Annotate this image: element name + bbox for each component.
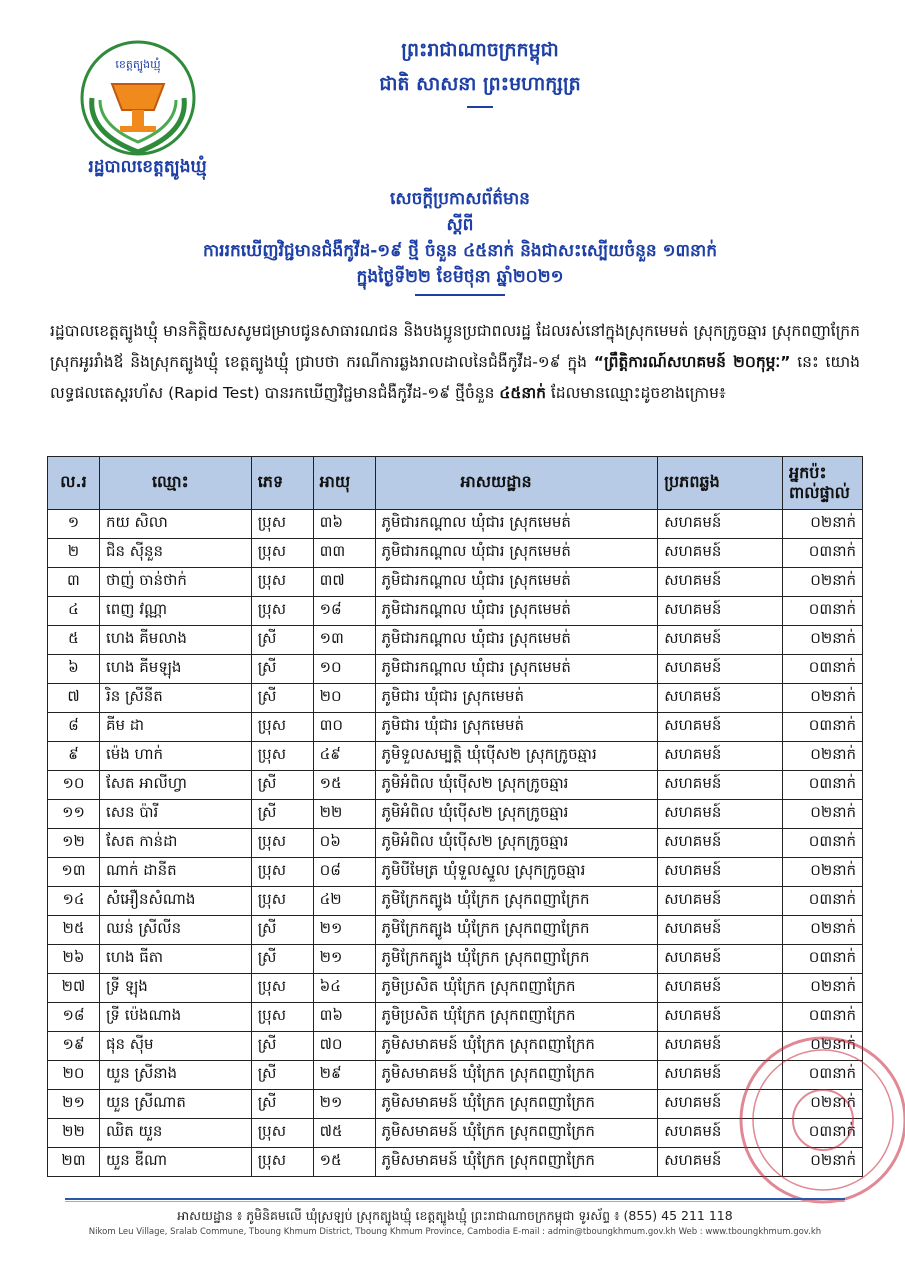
official-seal-stamp xyxy=(728,1025,905,1215)
table-row xyxy=(48,713,863,742)
row-age: ៤៩ xyxy=(313,742,375,771)
row-number: ៧ xyxy=(48,684,100,713)
title-line-2: ស្តីពី xyxy=(446,215,474,235)
row-name: ជិន ស៊ីនួន xyxy=(99,539,251,568)
row-address: ភូមិសមាគមន៍ ឃុំក្រែក ស្រុកពញាក្រែក xyxy=(375,1061,658,1090)
table-row xyxy=(48,510,863,539)
table-row xyxy=(48,974,863,1003)
row-sex: ស្រី xyxy=(251,945,313,974)
header-age: អាយុ xyxy=(313,457,375,510)
svg-text:ខេត្តត្បូងឃ្មុំ: ខេត្តត្បូងឃ្មុំ xyxy=(115,58,161,71)
footer-address-kh: អាសយដ្ឋាន ៖ ភូមិនិគមលើ ឃុំស្រឡប់ ស្រុកត្បូងឃ្មុំ ខេត្តត្បូងឃ្មុំ ព្រះរាជាណាចក្រកម្ពុជា ទូរស័ព្ទ ៖ (855) 45 211 118 xyxy=(177,1208,733,1223)
row-address: ភូមិក្រែកត្បូង ឃុំក្រែក ស្រុកពញាក្រែក xyxy=(375,945,658,974)
row-type: សហគមន៍ xyxy=(658,1032,783,1061)
table-row xyxy=(48,887,863,916)
row-age: ២២ xyxy=(313,800,375,829)
announcement-title xyxy=(120,186,800,296)
row-age: ៣៣ xyxy=(313,539,375,568)
row-sex: ប្រុស xyxy=(251,858,313,887)
row-type: សហគមន៍ xyxy=(658,887,783,916)
row-number: ១៣ xyxy=(48,858,100,887)
row-name: យួន ស្រីណាត xyxy=(99,1090,251,1119)
row-contacts: ០៣នាក់ xyxy=(782,771,862,800)
row-type: សហគមន៍ xyxy=(658,510,783,539)
row-name: សែត អាលីហ្វា xyxy=(99,771,251,800)
paragraph-event: “ព្រឹត្តិការណ៍សហគមន៍ ២០កុម្ភៈ” xyxy=(593,353,791,371)
row-contacts: ០២នាក់ xyxy=(782,1090,862,1119)
row-address: ភូមិប្រសិត ឃុំក្រែក ស្រុកពញាក្រែក xyxy=(375,1003,658,1032)
row-name: សំអឿនសំណាង xyxy=(99,887,251,916)
row-contacts: ០២នាក់ xyxy=(782,916,862,945)
row-name: សែត កាន់ដា xyxy=(99,829,251,858)
row-address: ភូមិក្រែកត្បូង ឃុំក្រែក ស្រុកពញាក្រែក xyxy=(375,916,658,945)
row-address: ភូមិទួលសម្បត្តិ ឃុំប៉ើស២ ស្រុកក្រូចឆ្មារ xyxy=(375,742,658,771)
row-type: សហគមន៍ xyxy=(658,916,783,945)
row-contacts: ០៣នាក់ xyxy=(782,1003,862,1032)
table-row xyxy=(48,539,863,568)
national-motto: ជាតិ សាសនា ព្រះមហាក្សត្រ xyxy=(379,73,581,95)
title-line-1: សេចក្តីប្រកាសព័ត៌មាន xyxy=(390,189,530,209)
row-type: សហគមន៍ xyxy=(658,655,783,684)
row-address: ភូមិជារកណ្តាល ឃុំជារ ស្រុកមេមត់ xyxy=(375,510,658,539)
row-sex: ស្រី xyxy=(251,1090,313,1119)
row-contacts: ០២នាក់ xyxy=(782,800,862,829)
row-age: ៣៧ xyxy=(313,568,375,597)
row-name: យួន ស្រីនាង xyxy=(99,1061,251,1090)
row-type: សហគមន៍ xyxy=(658,742,783,771)
row-sex: ស្រី xyxy=(251,771,313,800)
row-name: យួន ឌីណា xyxy=(99,1148,251,1177)
row-number: ២១ xyxy=(48,1090,100,1119)
row-type: សហគមន៍ xyxy=(658,713,783,742)
row-age: ១៣ xyxy=(313,626,375,655)
row-number: ២៦ xyxy=(48,945,100,974)
row-address: ភូមិជារកណ្តាល ឃុំជារ ស្រុកមេមត់ xyxy=(375,539,658,568)
header-contacts-line2: ពាល់ផ្ទាល់ xyxy=(788,483,850,502)
row-name: ហេង ធីតា xyxy=(99,945,251,974)
row-type: សហគមន៍ xyxy=(658,684,783,713)
header-num: ល.រ xyxy=(48,457,100,510)
row-name: ឈិត យួន xyxy=(99,1119,251,1148)
row-age: ២០ xyxy=(313,684,375,713)
row-name: ឈន់ ស្រីលីន xyxy=(99,916,251,945)
row-sex: ប្រុស xyxy=(251,1148,313,1177)
organization-name: រដ្ឋបាលខេត្តត្បូងឃ្មុំ xyxy=(88,157,207,177)
row-contacts: ០៣នាក់ xyxy=(782,539,862,568)
row-number: ១១ xyxy=(48,800,100,829)
row-address: ភូមិអំពិល ឃុំប៉ើស២ ស្រុកក្រូចឆ្មារ xyxy=(375,829,658,858)
table-row xyxy=(48,626,863,655)
announcement-paragraph xyxy=(50,316,860,409)
row-type: សហគមន៍ xyxy=(658,1090,783,1119)
table-row xyxy=(48,597,863,626)
header-name: ឈ្មោះ xyxy=(99,457,251,510)
row-number: ២៣ xyxy=(48,1148,100,1177)
row-number: ៩ xyxy=(48,742,100,771)
table-row xyxy=(48,945,863,974)
row-address: ភូមិជារកណ្តាល ឃុំជារ ស្រុកមេមត់ xyxy=(375,626,658,655)
row-address: ភូមិជារកណ្តាល ឃុំជារ ស្រុកមេមត់ xyxy=(375,597,658,626)
row-sex: ប្រុស xyxy=(251,597,313,626)
row-name: ណាក់ ដានីត xyxy=(99,858,251,887)
row-sex: ប្រុស xyxy=(251,568,313,597)
table-row xyxy=(48,916,863,945)
row-type: សហគមន៍ xyxy=(658,539,783,568)
row-number: ២៧ xyxy=(48,974,100,1003)
row-contacts: ០៣នាក់ xyxy=(782,887,862,916)
kingdom-header xyxy=(300,38,660,108)
row-type: សហគមន៍ xyxy=(658,1119,783,1148)
header-address: អាសយដ្ឋាន xyxy=(375,457,658,510)
row-type: សហគមន៍ xyxy=(658,800,783,829)
row-address: ភូមិសមាគមន៍ ឃុំក្រែក ស្រុកពញាក្រែក xyxy=(375,1032,658,1061)
header-contacts-line1: អ្នកប៉ះ xyxy=(788,463,827,482)
footer-address-en: Nikom Leu Village, Sralab Commune, Tboung Khmum District, Tboung Khmum Province, Cambodia E-mail : admin@tboungkhmum.gov.kh Web : www.tboungkhmum.gov.kh xyxy=(88,1227,822,1237)
row-number: ២០ xyxy=(48,1061,100,1090)
row-contacts: ០២នាក់ xyxy=(782,510,862,539)
province-logo xyxy=(78,38,198,158)
row-contacts: ០២នាក់ xyxy=(782,974,862,1003)
row-age: ៧៥ xyxy=(313,1119,375,1148)
row-number: ១០ xyxy=(48,771,100,800)
row-number: ១ xyxy=(48,510,100,539)
row-age: ៧០ xyxy=(313,1032,375,1061)
row-sex: ប្រុស xyxy=(251,887,313,916)
row-contacts: ០៣នាក់ xyxy=(782,1061,862,1090)
row-sex: ប្រុស xyxy=(251,1003,313,1032)
row-name: ហេង គីមឡុង xyxy=(99,655,251,684)
row-age: ២១ xyxy=(313,945,375,974)
footer-divider xyxy=(65,1198,845,1200)
row-name: សេន ប៉ារី xyxy=(99,800,251,829)
table-row xyxy=(48,655,863,684)
row-type: សហគមន៍ xyxy=(658,568,783,597)
paragraph-part-3: ដែលមានឈ្មោះដូចខាងក្រោម៖ xyxy=(550,384,726,402)
header-type: ប្រភពឆ្លង xyxy=(658,457,783,510)
row-name: ទ្រី ប៉េងណាង xyxy=(99,1003,251,1032)
row-age: ០៦ xyxy=(313,829,375,858)
table-row xyxy=(48,568,863,597)
row-sex: ស្រី xyxy=(251,684,313,713)
row-sex: ស្រី xyxy=(251,1032,313,1061)
row-contacts: ០៣នាក់ xyxy=(782,713,862,742)
row-address: ភូមិជារកណ្តាល ឃុំជារ ស្រុកមេមត់ xyxy=(375,568,658,597)
row-type: សហគមន៍ xyxy=(658,829,783,858)
row-contacts: ០២នាក់ xyxy=(782,684,862,713)
row-sex: ប្រុស xyxy=(251,713,313,742)
row-type: សហគមន៍ xyxy=(658,858,783,887)
paragraph-count: ៤៥នាក់ xyxy=(499,384,546,402)
row-sex: ស្រី xyxy=(251,626,313,655)
row-sex: ប្រុស xyxy=(251,539,313,568)
kingdom-name: ព្រះរាជាណាចក្រកម្ពុជា xyxy=(401,39,559,61)
row-type: សហគមន៍ xyxy=(658,1003,783,1032)
row-age: ៣៦ xyxy=(313,1003,375,1032)
row-contacts: ០៣នាក់ xyxy=(782,597,862,626)
row-contacts: ០៣នាក់ xyxy=(782,945,862,974)
row-number: ១៤ xyxy=(48,887,100,916)
table-row xyxy=(48,742,863,771)
row-age: ១០ xyxy=(313,655,375,684)
row-address: ភូមិសមាគមន៍ ឃុំក្រែក ស្រុកពញាក្រែក xyxy=(375,1090,658,1119)
row-age: ២១ xyxy=(313,1090,375,1119)
row-address: ភូមិក្រែកត្បូង ឃុំក្រែក ស្រុកពញាក្រែក xyxy=(375,887,658,916)
row-number: ១៨ xyxy=(48,1003,100,1032)
row-sex: ស្រី xyxy=(251,916,313,945)
row-number: ២៥ xyxy=(48,916,100,945)
row-contacts: ០២នាក់ xyxy=(782,858,862,887)
row-number: ១៩ xyxy=(48,1032,100,1061)
row-name: រិន ស្រីនីត xyxy=(99,684,251,713)
row-age: ៦៤ xyxy=(313,974,375,1003)
row-type: សហគមន៍ xyxy=(658,945,783,974)
row-contacts: ០៣នាក់ xyxy=(782,655,862,684)
header-contacts xyxy=(782,457,862,510)
row-sex: ស្រី xyxy=(251,655,313,684)
row-name: ទ្រី ឡុង xyxy=(99,974,251,1003)
row-number: ២២ xyxy=(48,1119,100,1148)
table-header-row xyxy=(48,457,863,510)
row-number: ៦ xyxy=(48,655,100,684)
row-sex: ប្រុស xyxy=(251,510,313,539)
row-sex: ប្រុស xyxy=(251,742,313,771)
row-contacts: ០២នាក់ xyxy=(782,742,862,771)
row-type: សហគមន៍ xyxy=(658,597,783,626)
row-sex: ប្រុស xyxy=(251,829,313,858)
row-address: ភូមិបីមែត្រ ឃុំទួលស្នួល ស្រុកក្រូចឆ្មារ xyxy=(375,858,658,887)
row-contacts: ០២នាក់ xyxy=(782,626,862,655)
row-sex: ស្រី xyxy=(251,1061,313,1090)
footer-divider-thin xyxy=(65,1201,845,1202)
row-number: ១២ xyxy=(48,829,100,858)
row-age: ៣៦ xyxy=(313,510,375,539)
row-name: ថាញ់ ចាន់ថាក់ xyxy=(99,568,251,597)
row-address: ភូមិជារ ឃុំជារ ស្រុកមេមត់ xyxy=(375,713,658,742)
row-number: ៨ xyxy=(48,713,100,742)
row-number: ២ xyxy=(48,539,100,568)
row-type: សហគមន៍ xyxy=(658,626,783,655)
row-age: ៣០ xyxy=(313,713,375,742)
row-sex: ប្រុស xyxy=(251,1119,313,1148)
row-type: សហគមន៍ xyxy=(658,771,783,800)
row-age: ២១ xyxy=(313,916,375,945)
row-address: ភូមិសមាគមន៍ ឃុំក្រែក ស្រុកពញាក្រែក xyxy=(375,1148,658,1177)
row-name: ផុន ស៊ីម xyxy=(99,1032,251,1061)
row-type: សហគមន៍ xyxy=(658,1061,783,1090)
row-sex: ស្រី xyxy=(251,800,313,829)
row-name: ពេញ វណ្ណា xyxy=(99,597,251,626)
row-contacts: ០៣នាក់ xyxy=(782,1119,862,1148)
row-address: ភូមិអំពិល ឃុំប៉ើស២ ស្រុកក្រូចឆ្មារ xyxy=(375,771,658,800)
row-type: សហគមន៍ xyxy=(658,974,783,1003)
row-name: ហេង គីមលាង xyxy=(99,626,251,655)
header-ornament xyxy=(467,106,493,108)
row-age: ២៩ xyxy=(313,1061,375,1090)
row-number: ៤ xyxy=(48,597,100,626)
row-contacts: ០២នាក់ xyxy=(782,568,862,597)
table-row xyxy=(48,771,863,800)
row-address: ភូមិសមាគមន៍ ឃុំក្រែក ស្រុកពញាក្រែក xyxy=(375,1119,658,1148)
row-address: ភូមិជារ ឃុំជារ ស្រុកមេមត់ xyxy=(375,684,658,713)
paragraph-part-1: រដ្ឋបាលខេត្តត្បូងឃ្មុំ មានកិត្តិយសសូមជម្រាបជូនសាធារណជន និងបងប្អូនប្រជាពលរដ្ឋ ដែលរស់នៅក្នុងស្រុកមេមត់ ស្រុកក្រូចឆ្មារ ស្រុកពញាក្រែក ស្រុកអូររាំងឪ និងស្រុកត្បូងឃ្មុំ ខេត្តត្បូងឃ្មុំ ជ្រាបថា ករណីការឆ្លងរាលដាលនៃជំងឺកូវីដ-១៩ ក្នុង xyxy=(50,322,860,371)
row-name: កយ សិលា xyxy=(99,510,251,539)
row-type: សហគមន៍ xyxy=(658,1148,783,1177)
row-name: ម៉េង ហាក់ xyxy=(99,742,251,771)
row-number: ៥ xyxy=(48,626,100,655)
title-line-3: ការរកឃើញវិជ្ជមានជំងឺកូវីដ-១៩ ថ្មី ចំនួន ៤៥នាក់ និងជាសះស្បើយចំនួន ១៣នាក់ xyxy=(202,241,718,261)
row-address: ភូមិប្រសិត ឃុំក្រែក ស្រុកពញាក្រែក xyxy=(375,974,658,1003)
title-ornament xyxy=(415,294,505,296)
row-contacts: ០៣នាក់ xyxy=(782,829,862,858)
row-age: ១៥ xyxy=(313,771,375,800)
row-contacts: ០២នាក់ xyxy=(782,1148,862,1177)
title-line-4: ក្នុងថ្ងៃទី២២ ខែមិថុនា ឆ្នាំ២០២១ xyxy=(356,267,564,287)
table-row xyxy=(48,684,863,713)
header-sex: ភេទ xyxy=(251,457,313,510)
table-row xyxy=(48,858,863,887)
row-number: ៣ xyxy=(48,568,100,597)
row-age: ១៨ xyxy=(313,597,375,626)
row-name: គីម ដា xyxy=(99,713,251,742)
paragraph-part-2: នេះ យោងលទ្ធផលតេស្តរហ័ស (Rapid Test) បានរកឃើញវិជ្ជមានជំងឺកូវីដ-១៩ ថ្មីចំនួន xyxy=(50,353,860,402)
row-address: ភូមិជារកណ្តាល ឃុំជារ ស្រុកមេមត់ xyxy=(375,655,658,684)
table-row xyxy=(48,800,863,829)
row-age: ០៨ xyxy=(313,858,375,887)
row-sex: ប្រុស xyxy=(251,974,313,1003)
row-age: ៤២ xyxy=(313,887,375,916)
row-address: ភូមិអំពិល ឃុំប៉ើស២ ស្រុកក្រូចឆ្មារ xyxy=(375,800,658,829)
row-age: ១៥ xyxy=(313,1148,375,1177)
row-contacts: ០២នាក់ xyxy=(782,1032,862,1061)
table-row xyxy=(48,829,863,858)
